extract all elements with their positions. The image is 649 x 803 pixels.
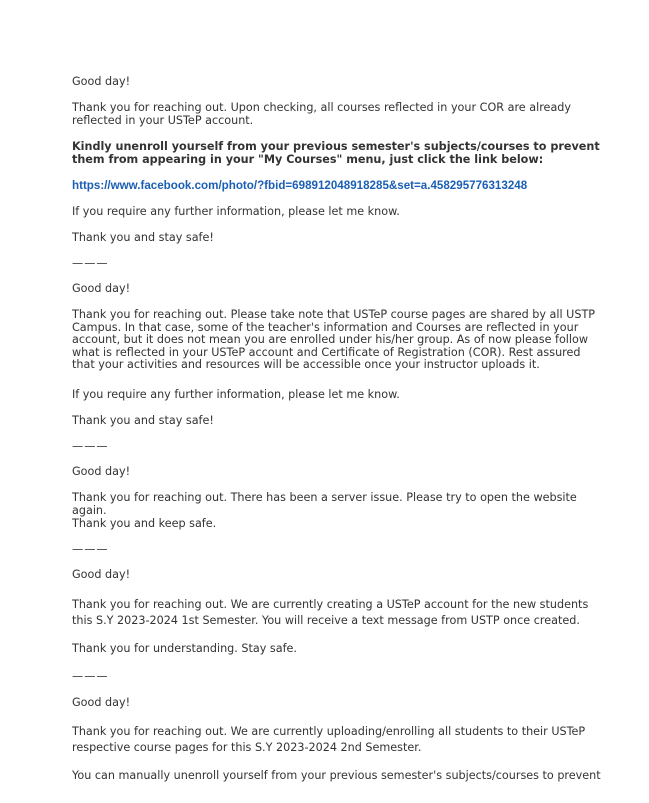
separator: ———: [72, 440, 109, 453]
further-info-text: If you require any further information, please let me know.: [72, 388, 400, 401]
separator: ———: [72, 257, 109, 270]
greeting-text: Good day!: [72, 568, 131, 581]
greeting-text: Good day!: [72, 282, 131, 295]
closing-text: Thank you and stay safe!: [72, 414, 214, 427]
reply-paragraph: You can manually unenroll yourself from your previous semester's subjects/courses to prevent: [72, 769, 601, 782]
reply-paragraph: Thank you for reaching out. There has been a server issue. Please try to open the website again.: [72, 491, 577, 517]
closing-text: Thank you and stay safe!: [72, 231, 214, 244]
separator: ———: [72, 543, 109, 556]
further-info-text: If you require any further information, please let me know.: [72, 205, 400, 218]
unenroll-instruction: Kindly unenroll yourself from your previous semester's subjects/courses to prevent them from appearing in your "My Courses" menu, just click the link below:: [72, 140, 600, 166]
reply-paragraph: Thank you for reaching out. Upon checking, all courses reflected in your COR are already reflected in your USTeP account.: [72, 101, 572, 127]
separator: ———: [72, 670, 109, 683]
greeting-text: Good day!: [72, 465, 131, 478]
reply-paragraph: Thank you for reaching out. We are currently uploading/enrolling all students to their USTeP respective course pages for this S.Y 2023-2024 2nd Semester.: [72, 725, 586, 754]
reply-paragraph: Thank you for reaching out. We are currently creating a USTeP account for the new students this S.Y 2023-2024 1st Semester. You will receive a text message from USTP once created.: [72, 598, 589, 627]
closing-text: Thank you for understanding. Stay safe.: [72, 642, 297, 655]
greeting-text: Good day!: [72, 696, 131, 709]
greeting-text: Good day!: [72, 75, 131, 88]
closing-text: Thank you and keep safe.: [72, 517, 217, 530]
unenroll-link[interactable]: https://www.facebook.com/photo/?fbid=698912048918285&set=a.458295776313248: [72, 179, 528, 192]
reply-paragraph: Thank you for reaching out. Please take note that USTeP course pages are shared by all USTP Campus. In that case, some of the teacher's information and Courses are reflected in your account, but it does not mean you are enrolled under his/her group. As of now please follow what is reflected in your USTeP account and Certificate of Registration (COR). Rest assured that your activities and resources will be accessible once your instructor uploads it.: [72, 308, 596, 372]
